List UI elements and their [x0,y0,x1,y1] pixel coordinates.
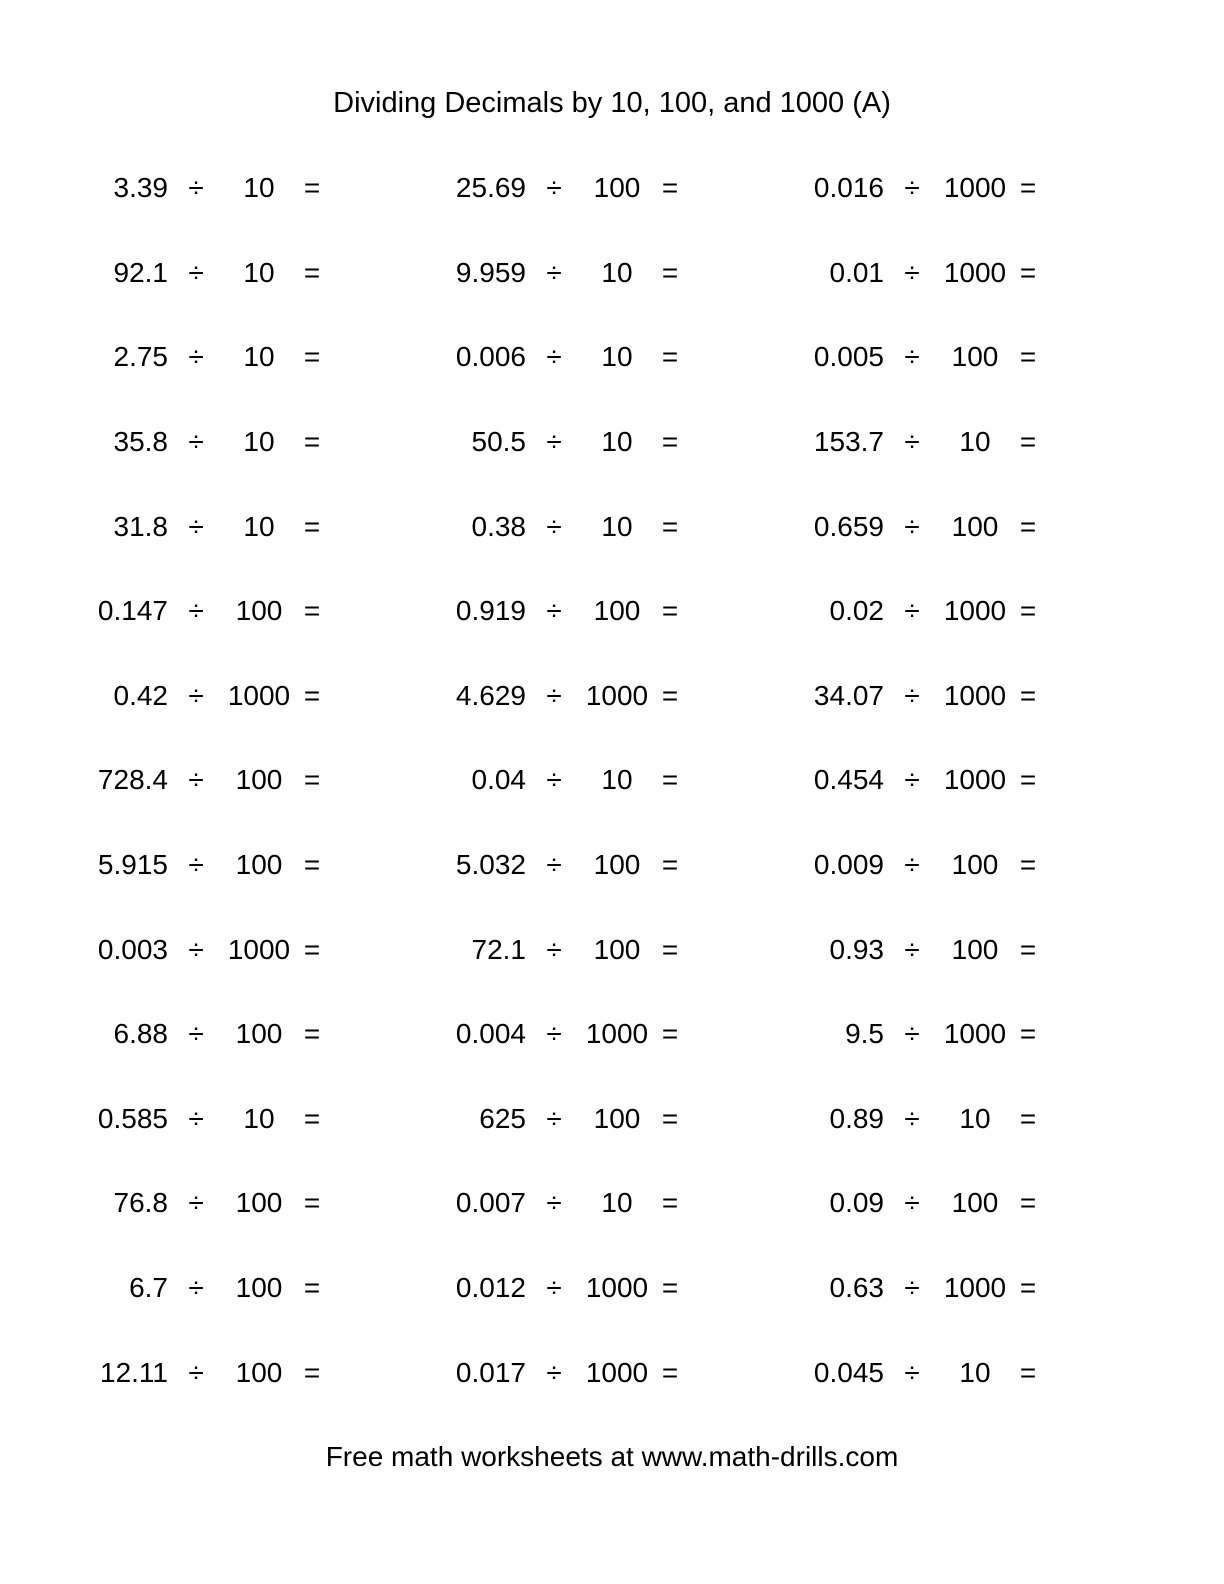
equals-sign: = [303,256,321,288]
dividend-value: 6.7 [129,1272,168,1304]
divisor-value: 100 [235,1187,283,1219]
divisor-value: 1000 [585,1272,649,1304]
dividend-value: 0.004 [455,1018,526,1050]
problem-cell [764,1356,1046,1388]
problem-cell [764,428,1046,456]
problem-cell [48,1356,330,1388]
equals-sign: = [303,1356,321,1388]
problem-cell [48,428,330,456]
divisor-value: 100 [235,1272,283,1304]
equals-sign: = [1019,1187,1037,1219]
dividend-value: 0.003 [97,933,168,965]
problem-cell [406,1356,688,1388]
problem-cell [406,597,688,625]
divisor-value: 1000 [943,679,1007,711]
problem-cell [764,256,1046,288]
division-sign: ÷ [904,764,920,796]
divisor-value: 100 [951,1187,999,1219]
divisor-value: 1000 [943,172,1007,204]
equals-sign: = [661,341,679,373]
division-sign: ÷ [188,510,204,542]
dividend-value: 0.007 [455,1187,526,1219]
divisor-value: 1000 [943,764,1007,796]
divisor-value: 100 [951,510,999,542]
divisor-value: 100 [951,341,999,373]
divisor-value: 1000 [227,933,291,965]
divisor-value: 10 [243,1102,275,1134]
problem-cell [48,256,330,288]
division-sign: ÷ [904,1356,920,1388]
equals-sign: = [1019,426,1037,458]
dividend-value: 0.38 [471,510,526,542]
equals-sign: = [1019,1272,1037,1304]
dividend-value: 0.89 [829,1102,884,1134]
division-sign: ÷ [904,256,920,288]
dividend-value: 0.01 [829,256,884,288]
equals-sign: = [661,426,679,458]
division-sign: ÷ [188,764,204,796]
problem-row [48,400,1046,485]
divisor-value: 1000 [943,595,1007,627]
dividend-value: 50.5 [471,426,526,458]
problem-cell [764,766,1046,794]
dividend-value: 0.006 [455,341,526,373]
divisor-value: 10 [601,764,633,796]
dividend-value: 12.11 [100,1356,168,1388]
division-sign: ÷ [904,595,920,627]
divisor-value: 100 [951,849,999,881]
divisor-value: 10 [243,256,275,288]
divisor-value: 100 [235,595,283,627]
equals-sign: = [1019,764,1037,796]
divisor-value: 10 [959,1356,991,1388]
problem-cell [764,174,1046,202]
problem-row [48,1246,1046,1331]
divisor-value: 1000 [585,1356,649,1388]
problem-cell [406,343,688,371]
problem-cell [48,343,330,371]
divisor-value: 100 [593,1102,641,1134]
equals-sign: = [661,1272,679,1304]
equals-sign: = [303,1187,321,1219]
problem-cell [48,1102,330,1134]
equals-sign: = [303,849,321,881]
dividend-value: 0.017 [455,1356,526,1388]
divisor-value: 100 [235,1356,283,1388]
dividend-value: 35.8 [113,426,168,458]
equals-sign: = [1019,341,1037,373]
division-sign: ÷ [188,341,204,373]
dividend-value: 9.5 [845,1018,884,1050]
dividend-value: 0.04 [471,764,526,796]
division-sign: ÷ [904,1018,920,1050]
dividend-value: 34.07 [813,679,884,711]
equals-sign: = [1019,679,1037,711]
equals-sign: = [1019,933,1037,965]
dividend-value: 0.005 [813,341,884,373]
divisor-value: 1000 [943,256,1007,288]
divisor-value: 1000 [585,1018,649,1050]
division-sign: ÷ [546,510,562,542]
equals-sign: = [303,595,321,627]
divisor-value: 1000 [943,1018,1007,1050]
division-sign: ÷ [546,764,562,796]
divisor-value: 100 [593,849,641,881]
problem-cell [406,1274,688,1302]
division-sign: ÷ [904,341,920,373]
divisor-value: 10 [959,1102,991,1134]
equals-sign: = [303,1018,321,1050]
equals-sign: = [303,1102,321,1134]
dividend-value: 0.012 [455,1272,526,1304]
divisor-value: 10 [601,510,633,542]
problem-cell [406,1189,688,1217]
equals-sign: = [661,510,679,542]
equals-sign: = [661,1018,679,1050]
equals-sign: = [661,1187,679,1219]
division-sign: ÷ [546,172,562,204]
problem-cell [406,1102,688,1134]
problem-cell [764,1020,1046,1048]
division-sign: ÷ [546,679,562,711]
division-sign: ÷ [546,1018,562,1050]
division-sign: ÷ [188,1356,204,1388]
equals-sign: = [303,933,321,965]
equals-sign: = [303,172,321,204]
divisor-value: 1000 [585,679,649,711]
problem-cell [48,766,330,794]
equals-sign: = [1019,1018,1037,1050]
equals-sign: = [661,1356,679,1388]
problem-cell [48,679,330,711]
problem-cell [764,679,1046,711]
dividend-value: 0.585 [97,1102,168,1134]
division-sign: ÷ [188,1018,204,1050]
division-sign: ÷ [546,1272,562,1304]
divisor-value: 100 [235,849,283,881]
division-sign: ÷ [904,172,920,204]
problem-cell [406,1020,688,1048]
equals-sign: = [303,510,321,542]
division-sign: ÷ [546,595,562,627]
worksheet-title: Dividing Decimals by 10, 100, and 1000 (A) [333,87,891,119]
problem-cell [764,510,1046,542]
dividend-value: 0.93 [829,933,884,965]
problem-row [48,823,1046,908]
division-sign: ÷ [188,172,204,204]
dividend-value: 31.8 [113,510,168,542]
dividend-value: 0.09 [829,1187,884,1219]
division-sign: ÷ [904,1272,920,1304]
division-sign: ÷ [546,1187,562,1219]
problem-row [48,1161,1046,1246]
equals-sign: = [1019,256,1037,288]
dividend-value: 72.1 [471,933,526,965]
equals-sign: = [1019,849,1037,881]
problem-cell [764,933,1046,965]
problem-cell [406,256,688,288]
problem-cell [406,933,688,965]
problem-cell [48,933,330,965]
dividend-value: 0.045 [813,1356,884,1388]
equals-sign: = [1019,1356,1037,1388]
dividend-value: 3.39 [113,172,168,204]
dividend-value: 2.75 [113,341,168,373]
dividend-value: 0.009 [813,849,884,881]
equals-sign: = [661,764,679,796]
divisor-value: 10 [601,1187,633,1219]
divisor-value: 10 [243,172,275,204]
dividend-value: 76.8 [113,1187,168,1219]
problem-cell [764,1189,1046,1217]
equals-sign: = [661,679,679,711]
equals-sign: = [661,595,679,627]
dividend-value: 153.7 [813,426,884,458]
dividend-value: 92.1 [113,256,168,288]
equals-sign: = [303,341,321,373]
division-sign: ÷ [546,933,562,965]
division-sign: ÷ [188,1102,204,1134]
problem-cell [48,174,330,202]
equals-sign: = [303,679,321,711]
problem-row [48,1330,1046,1415]
problem-row [48,1077,1046,1162]
dividend-value: 25.69 [455,172,526,204]
dividend-value: 5.032 [455,849,526,881]
division-sign: ÷ [188,256,204,288]
divisor-value: 10 [959,426,991,458]
problem-cell [764,1102,1046,1134]
divisor-value: 10 [601,341,633,373]
divisor-value: 100 [593,172,641,204]
divisor-value: 100 [951,933,999,965]
dividend-value: 4.629 [455,679,526,711]
division-sign: ÷ [546,1102,562,1134]
dividend-value: 9.959 [455,256,526,288]
equals-sign: = [303,426,321,458]
problem-cell [764,1274,1046,1302]
division-sign: ÷ [546,341,562,373]
problem-cell [406,679,688,711]
problem-cell [406,174,688,202]
dividend-value: 728.4 [97,764,168,796]
problem-row [48,992,1046,1077]
problem-cell [48,597,330,625]
dividend-value: 625 [479,1102,526,1134]
divisor-value: 1000 [227,679,291,711]
division-sign: ÷ [904,510,920,542]
equals-sign: = [1019,595,1037,627]
division-sign: ÷ [188,849,204,881]
division-sign: ÷ [904,679,920,711]
dividend-value: 0.63 [829,1272,884,1304]
problem-row [48,315,1046,400]
dividend-value: 0.147 [97,595,168,627]
dividend-value: 0.919 [455,595,526,627]
division-sign: ÷ [546,426,562,458]
division-sign: ÷ [546,1356,562,1388]
divisor-value: 1000 [943,1272,1007,1304]
equals-sign: = [303,764,321,796]
dividend-value: 0.016 [813,172,884,204]
problem-cell [48,851,330,879]
problem-cell [406,510,688,542]
problem-cell [406,428,688,456]
problem-row [48,738,1046,823]
division-sign: ÷ [904,933,920,965]
division-sign: ÷ [546,256,562,288]
equals-sign: = [303,1272,321,1304]
division-sign: ÷ [188,595,204,627]
problem-row [48,654,1046,739]
dividend-value: 0.659 [813,510,884,542]
dividend-value: 0.42 [113,679,168,711]
problem-cell [406,766,688,794]
divisor-value: 100 [235,1018,283,1050]
equals-sign: = [661,1102,679,1134]
divisor-value: 10 [243,426,275,458]
problem-row [48,907,1046,992]
divisor-value: 100 [593,595,641,627]
division-sign: ÷ [904,1102,920,1134]
divisor-value: 100 [593,933,641,965]
equals-sign: = [1019,510,1037,542]
divisor-value: 10 [243,341,275,373]
dividend-value: 0.454 [813,764,884,796]
equals-sign: = [661,256,679,288]
equals-sign: = [661,933,679,965]
problems-grid [48,146,1046,1415]
problem-cell [764,343,1046,371]
division-sign: ÷ [188,426,204,458]
division-sign: ÷ [188,1187,204,1219]
divisor-value: 10 [601,426,633,458]
problem-cell [764,597,1046,625]
equals-sign: = [1019,1102,1037,1134]
divisor-value: 100 [235,764,283,796]
dividend-value: 6.88 [113,1018,168,1050]
division-sign: ÷ [546,849,562,881]
equals-sign: = [661,172,679,204]
problem-cell [48,510,330,542]
problem-cell [764,851,1046,879]
divisor-value: 10 [601,256,633,288]
problem-row [48,146,1046,231]
problem-cell [48,1020,330,1048]
equals-sign: = [1019,172,1037,204]
problem-row [48,484,1046,569]
divisor-value: 10 [243,510,275,542]
equals-sign: = [661,849,679,881]
division-sign: ÷ [188,1272,204,1304]
footer-credit: Free math worksheets at www.math-drills.com [325,1441,899,1472]
problem-row [48,569,1046,654]
division-sign: ÷ [904,1187,920,1219]
division-sign: ÷ [904,426,920,458]
division-sign: ÷ [904,849,920,881]
problem-cell [48,1274,330,1302]
problem-cell [48,1189,330,1217]
dividend-value: 5.915 [97,849,168,881]
division-sign: ÷ [188,679,204,711]
problem-cell [406,851,688,879]
dividend-value: 0.02 [829,595,884,627]
division-sign: ÷ [188,933,204,965]
problem-row [48,231,1046,316]
